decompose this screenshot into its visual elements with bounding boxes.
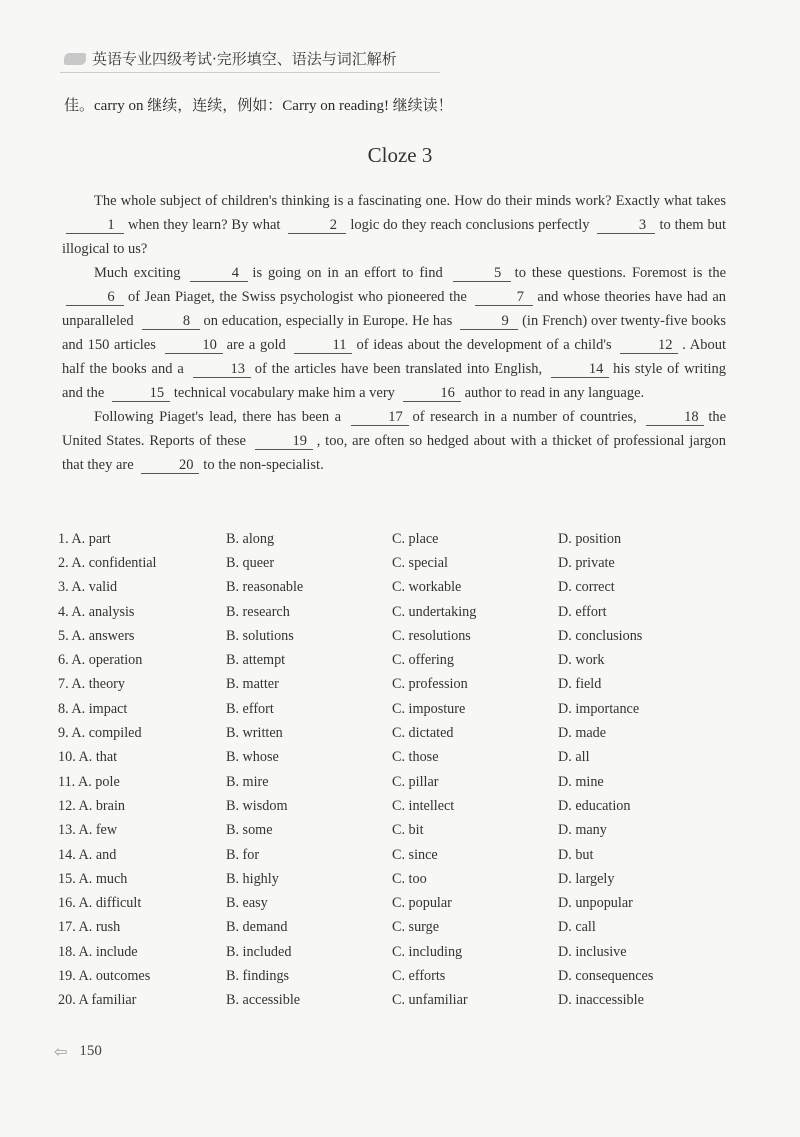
option-b: B. along	[226, 530, 275, 547]
option-c: C. intellect	[392, 797, 455, 814]
option-b: B. for	[226, 846, 260, 863]
option-a: 15. A. much	[58, 870, 128, 887]
passage-text: technical vocabulary make him a very	[173, 385, 395, 401]
blank-5: 5	[453, 265, 511, 282]
option-row	[58, 916, 738, 940]
option-b: B. accessible	[226, 992, 301, 1009]
option-b: B. included	[226, 943, 292, 960]
option-b: B. easy	[226, 895, 268, 912]
option-d: D. correct	[558, 579, 615, 596]
option-a: 6. A. operation	[58, 652, 143, 669]
blank-8: 8	[142, 313, 200, 330]
option-a: 7. A. theory	[58, 676, 125, 693]
option-a: 11. A. pole	[58, 773, 120, 790]
passage-text: of ideas about the development of a child's	[356, 337, 612, 353]
blank-12: 12	[620, 337, 678, 354]
option-b: B. research	[226, 603, 290, 620]
option-c: C. pillar	[392, 773, 439, 790]
option-c: C. profession	[392, 676, 468, 693]
passage-paragraph-3	[62, 405, 726, 477]
option-row	[58, 843, 738, 867]
passage-text: to these questions. Foremost is the	[514, 265, 726, 281]
option-b: B. attempt	[226, 652, 286, 669]
option-row	[58, 794, 738, 818]
option-d: D. call	[558, 919, 596, 936]
option-a: 3. A. valid	[58, 579, 118, 596]
blank-3: 3	[597, 217, 655, 234]
option-c: C. surge	[392, 919, 440, 936]
passage-text: his style of writing and the	[62, 361, 727, 401]
option-a: 4. A. analysis	[58, 603, 135, 620]
option-b: B. demand	[226, 919, 288, 936]
option-d: D. inclusive	[558, 943, 627, 960]
option-row	[58, 673, 738, 697]
header-title: 英语专业四级考试·完形填空、语法与词汇解析	[92, 50, 397, 68]
passage-text: (in French) over twenty-five books and 150 articles	[62, 313, 727, 353]
passage-text: on education, especially in Europe. He has	[203, 313, 453, 329]
passage-paragraph-1	[62, 189, 726, 261]
option-b: B. highly	[226, 870, 279, 887]
running-header	[64, 48, 397, 69]
option-d: D. position	[558, 530, 622, 547]
options-list	[58, 527, 738, 1013]
option-b: B. wisdom	[226, 797, 288, 814]
option-a: 2. A. confidential	[58, 554, 157, 571]
option-d: D. consequences	[558, 967, 654, 984]
blank-1: 1	[66, 217, 124, 234]
blank-18: 18	[646, 409, 704, 426]
passage-text: to the non-specialist.	[203, 457, 324, 473]
option-d: D. importance	[558, 700, 640, 717]
option-d: D. mine	[558, 773, 604, 790]
option-row	[58, 746, 738, 770]
option-c: C. popular	[392, 895, 452, 912]
passage-text: when they learn? By what	[128, 217, 281, 233]
option-a: 16. A. difficult	[58, 895, 142, 912]
passage-text: the United States. Reports of these	[62, 409, 727, 449]
option-d: D. effort	[558, 603, 607, 620]
blank-17: 17	[351, 409, 409, 426]
option-c: C. undertaking	[392, 603, 477, 620]
passage-text: Much exciting	[94, 265, 181, 281]
cloze-title: Cloze 3	[367, 143, 433, 167]
option-a: 9. A. compiled	[58, 725, 142, 742]
option-c: C. imposture	[392, 700, 466, 717]
option-d: D. conclusions	[558, 627, 643, 644]
left-arrow-icon: ⇦	[54, 1042, 68, 1061]
option-b: B. reasonable	[226, 579, 304, 596]
header-rule	[60, 72, 440, 73]
option-d: D. work	[558, 652, 605, 669]
option-a: 5. A. answers	[58, 627, 135, 644]
passage-text: logic do they reach conclusions perfectly	[350, 217, 590, 233]
option-c: C. those	[392, 749, 439, 766]
option-d: D. field	[558, 676, 602, 693]
option-c: C. efforts	[392, 967, 446, 984]
blank-14: 14	[551, 361, 609, 378]
option-d: D. inaccessible	[558, 992, 644, 1009]
passage-text: and whose theories have had an unparalleled	[62, 289, 727, 329]
option-row	[58, 819, 738, 843]
passage-text: author to read in any language.	[464, 385, 645, 401]
option-d: D. all	[558, 749, 590, 766]
blank-13: 13	[193, 361, 251, 378]
option-a: 20. A familiar	[58, 992, 137, 1009]
option-row	[58, 867, 738, 891]
option-row	[58, 891, 738, 915]
blank-20: 20	[141, 457, 199, 474]
page-number: 150	[79, 1043, 102, 1059]
option-a: 12. A. brain	[58, 797, 125, 814]
option-a: 14. A. and	[58, 846, 117, 863]
option-c: C. including	[392, 943, 463, 960]
passage-text: , too, are often so hedged about with a thicket of professional jargon that they are	[62, 433, 727, 473]
blank-15: 15	[112, 385, 170, 402]
option-c: C. too	[392, 870, 427, 887]
blank-16: 16	[403, 385, 461, 402]
option-a: 10. A. that	[58, 749, 118, 766]
option-d: D. unpopular	[558, 895, 633, 912]
option-d: D. many	[558, 822, 607, 839]
option-a: 18. A. include	[58, 943, 138, 960]
option-b: B. queer	[226, 554, 275, 571]
passage-text: . About half the books and a	[62, 337, 727, 377]
option-b: B. whose	[226, 749, 279, 766]
option-a: 1. A. part	[58, 530, 111, 547]
passage-text: of research in a number of countries,	[412, 409, 637, 425]
passage-text: Following Piaget's lead, there has been a	[94, 409, 342, 425]
option-b: B. findings	[226, 967, 290, 984]
option-d: D. private	[558, 554, 615, 571]
option-row	[58, 527, 738, 551]
option-row	[58, 721, 738, 745]
blank-10: 10	[165, 337, 223, 354]
option-row	[58, 551, 738, 575]
option-d: D. made	[558, 725, 607, 742]
option-d: D. largely	[558, 870, 615, 887]
blank-4: 4	[190, 265, 248, 282]
passage	[62, 189, 726, 477]
option-b: B. effort	[226, 700, 274, 717]
option-c: C. offering	[392, 652, 454, 669]
option-row	[58, 648, 738, 672]
option-a: 8. A. impact	[58, 700, 128, 717]
blank-9: 9	[460, 313, 518, 330]
passage-paragraph-2	[62, 261, 726, 405]
passage-text: of Jean Piaget, the Swiss psychologist who pioneered the	[128, 289, 467, 305]
blank-7: 7	[475, 289, 533, 306]
option-row	[58, 989, 738, 1013]
blank-6: 6	[66, 289, 124, 306]
option-c: C. since	[392, 846, 438, 863]
option-b: B. mire	[226, 773, 269, 790]
option-a: 19. A. outcomes	[58, 967, 151, 984]
option-c: C. dictated	[392, 725, 454, 742]
passage-text: is going on in an effort to find	[252, 265, 443, 281]
option-row	[58, 940, 738, 964]
passage-text: The whole subject of children's thinking is a fascinating one. How do their minds work? Exactly what takes	[94, 193, 726, 209]
option-c: C. workable	[392, 579, 462, 596]
option-b: B. some	[226, 822, 273, 839]
option-row	[58, 600, 738, 624]
blank-19: 19	[255, 433, 313, 450]
option-row	[58, 964, 738, 988]
option-row	[58, 697, 738, 721]
option-c: C. special	[392, 554, 448, 571]
option-a: 17. A. rush	[58, 919, 121, 936]
option-c: C. place	[392, 530, 439, 547]
passage-text: of the articles have been translated into English,	[254, 361, 543, 377]
option-c: C. resolutions	[392, 627, 471, 644]
option-b: B. matter	[226, 676, 279, 693]
blank-2: 2	[288, 217, 346, 234]
option-d: D. but	[558, 846, 594, 863]
blank-11: 11	[294, 337, 352, 354]
carry-note: 佳。carry on 继续，连续，例如：Carry on reading! 继续读！	[64, 98, 453, 114]
option-row	[58, 770, 738, 794]
option-row	[58, 624, 738, 648]
option-d: D. education	[558, 797, 631, 814]
option-c: C. bit	[392, 822, 424, 839]
passage-text: are a gold	[226, 337, 286, 353]
option-a: 13. A. few	[58, 822, 118, 839]
passage-text: to them but illogical to us?	[62, 217, 726, 257]
option-row	[58, 576, 738, 600]
header-logo-icon	[64, 53, 86, 65]
option-c: C. unfamiliar	[392, 992, 468, 1009]
option-b: B. solutions	[226, 627, 294, 644]
option-b: B. written	[226, 725, 283, 742]
page-footer	[54, 1042, 102, 1061]
